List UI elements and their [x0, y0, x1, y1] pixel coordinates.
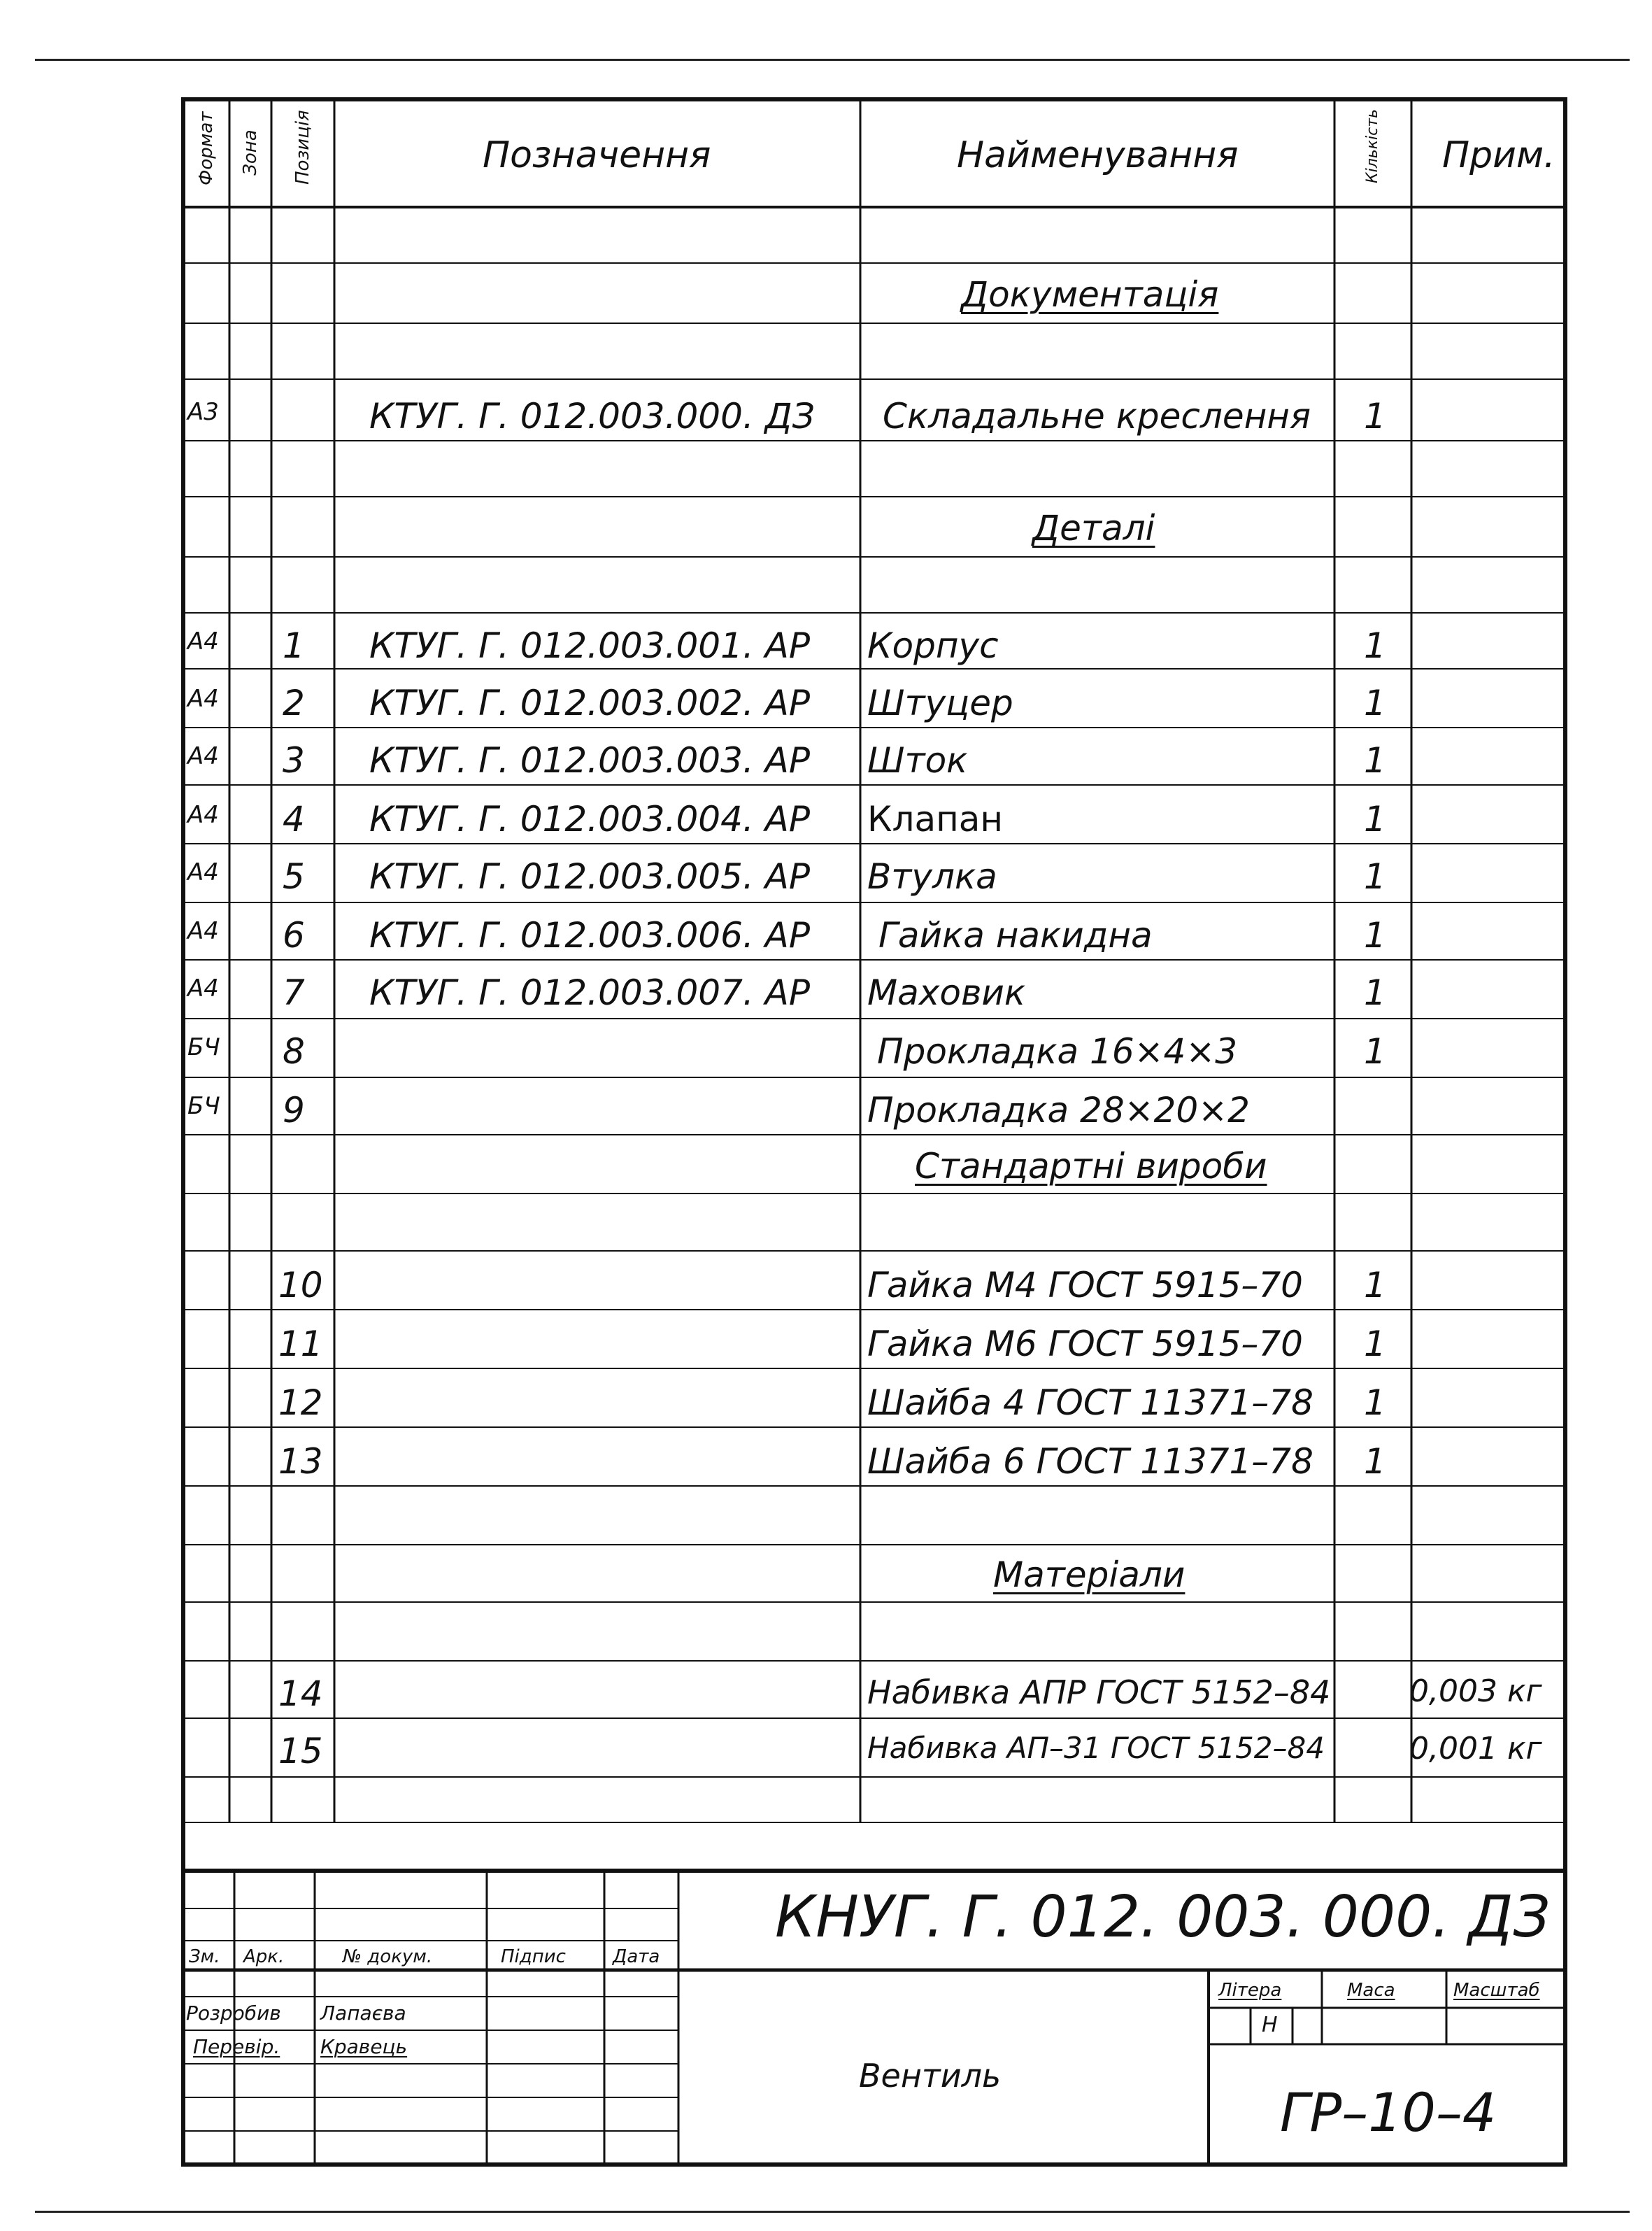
section-standard: Стандартні вироби	[915, 1146, 1267, 1187]
cell-position: 9	[283, 1090, 305, 1131]
product-name: Вентиль	[859, 2057, 1002, 2095]
cell-designation: КТУГ. Г. 012.003.002. АР	[369, 683, 811, 723]
cell-position: 10	[278, 1265, 323, 1305]
table-row	[0, 1314, 1652, 1370]
header-format: Формат	[196, 111, 217, 185]
cell-name: Набивка АП–31 ГОСТ 5152–84	[867, 1731, 1325, 1765]
table-row	[0, 1664, 1652, 1720]
cell-name: Маховик	[867, 972, 1026, 1013]
cell-format: А4	[187, 917, 219, 945]
cell-quantity: 1	[1364, 1382, 1386, 1423]
cell-name: Клапан	[867, 799, 1004, 840]
cell-position: 7	[283, 972, 305, 1013]
cell-quantity: 1	[1364, 799, 1386, 840]
cell-position: 4	[283, 799, 305, 840]
group-code: ГР–10–4	[1280, 2081, 1497, 2144]
col-signature: Підпис	[501, 1946, 566, 1967]
cell-format: А4	[187, 742, 219, 770]
table-row	[0, 1721, 1652, 1777]
table-row	[0, 1080, 1652, 1136]
cell-name: Шайба 4 ГОСТ 11371–78	[867, 1382, 1313, 1423]
cell-position: 11	[278, 1324, 323, 1364]
cell-position: 12	[278, 1382, 323, 1423]
table-row	[0, 1431, 1652, 1487]
cell-name: Гайка М6 ГОСТ 5915–70	[867, 1324, 1303, 1364]
col-docnum: № докум.	[343, 1946, 433, 1967]
cell-designation: КТУГ. Г. 012.003.003. АР	[369, 740, 811, 781]
cell-quantity: 1	[1364, 1441, 1386, 1482]
table-row	[0, 616, 1652, 672]
cell-name: Прокладка 16×4×3	[877, 1031, 1238, 1072]
cell-format: А4	[187, 685, 219, 713]
table-row	[0, 386, 1652, 442]
table-row	[0, 730, 1652, 786]
cell-designation: КТУГ. Г. 012.003.004. АР	[369, 799, 811, 840]
cell-note: 0,001 кг	[1409, 1731, 1542, 1766]
header-quantity: Кількість	[1364, 108, 1381, 183]
header-designation: Позначення	[483, 134, 711, 176]
doc-number: КНУГ. Г. 012. 003. 000. ДЗ	[775, 1884, 1551, 1950]
cell-quantity: 1	[1364, 1031, 1386, 1072]
cell-quantity: 1	[1364, 915, 1386, 956]
developed-label: Розробив	[186, 2002, 281, 2025]
cell-quantity: 1	[1364, 1265, 1386, 1305]
cell-name: Втулка	[867, 856, 997, 897]
checked-name: Кравець	[320, 2035, 408, 2058]
cell-quantity: 1	[1364, 740, 1386, 781]
header-position: Позиція	[292, 110, 313, 185]
cell-designation: КТУГ. Г. 012.003.005. АР	[369, 856, 811, 897]
litera-label: Літера	[1218, 1980, 1282, 2001]
cell-position: 13	[278, 1441, 323, 1482]
table-row	[0, 905, 1652, 961]
cell-designation: КТУГ. Г. 012.003.001. АР	[369, 625, 811, 666]
cell-position: 15	[278, 1731, 323, 1771]
cell-position: 3	[283, 740, 305, 781]
cell-quantity: 1	[1364, 625, 1386, 666]
table-row	[0, 1255, 1652, 1311]
col-date: Дата	[613, 1946, 660, 1967]
cell-format: БЧ	[187, 1092, 220, 1120]
header-zone: Зона	[240, 129, 261, 176]
cell-position: 14	[278, 1673, 323, 1714]
cell-name: Корпус	[867, 625, 999, 666]
cell-format: А4	[187, 858, 219, 886]
table-row	[0, 789, 1652, 845]
table-row	[0, 673, 1652, 729]
cell-name: Шток	[867, 740, 968, 781]
cell-name: Складальне креслення	[883, 396, 1311, 437]
cell-name: Набивка АПР ГОСТ 5152–84	[867, 1673, 1331, 1711]
cell-format: А4	[187, 801, 219, 829]
cell-quantity: 1	[1364, 396, 1386, 437]
cell-name: Гайка М4 ГОСТ 5915–70	[867, 1265, 1303, 1305]
header-note: Прим.	[1442, 134, 1555, 176]
cell-designation: КТУГ. Г. 012.003.007. АР	[369, 972, 811, 1013]
table-row	[0, 847, 1652, 902]
cell-designation: КТУГ. Г. 012.003.006. АР	[369, 915, 811, 956]
table-row	[0, 963, 1652, 1019]
col-change: Зм.	[189, 1946, 220, 1967]
cell-quantity: 1	[1364, 972, 1386, 1013]
cell-quantity: 1	[1364, 1324, 1386, 1364]
section-materials: Матеріали	[993, 1554, 1185, 1595]
cell-designation: КТУГ. Г. 012.003.000. ДЗ	[369, 396, 815, 437]
header-name: Найменування	[957, 134, 1239, 176]
cell-name: Штуцер	[867, 683, 1013, 723]
cell-position: 8	[283, 1031, 305, 1072]
cell-quantity: 1	[1364, 683, 1386, 723]
cell-name: Шайба 6 ГОСТ 11371–78	[867, 1441, 1313, 1482]
cell-position: 5	[283, 856, 305, 897]
cell-quantity: 1	[1364, 856, 1386, 897]
cell-name: Гайка накидна	[878, 915, 1153, 956]
mass-label: Маса	[1347, 1980, 1395, 2001]
cell-position: 1	[283, 625, 305, 666]
cell-format: А4	[187, 975, 219, 1003]
cell-note: 0,003 кг	[1409, 1673, 1542, 1709]
cell-position: 6	[283, 915, 305, 956]
scale-label: Масштаб	[1453, 1980, 1540, 2001]
cell-format: БЧ	[187, 1033, 220, 1061]
cell-format: А3	[187, 398, 219, 426]
cell-name: Прокладка 28×20×2	[867, 1090, 1250, 1131]
cell-position: 2	[283, 683, 305, 723]
table-row	[0, 1373, 1652, 1429]
section-parts: Деталі	[1032, 508, 1155, 548]
table-row	[0, 1021, 1652, 1077]
col-sheet: Арк.	[243, 1946, 285, 1967]
checked-label: Перевір.	[193, 2035, 280, 2058]
litera-value: Н	[1262, 2013, 1278, 2037]
developed-name: Лапаєва	[320, 2002, 406, 2025]
section-documentation: Документація	[961, 274, 1219, 315]
cell-format: А4	[187, 628, 219, 656]
